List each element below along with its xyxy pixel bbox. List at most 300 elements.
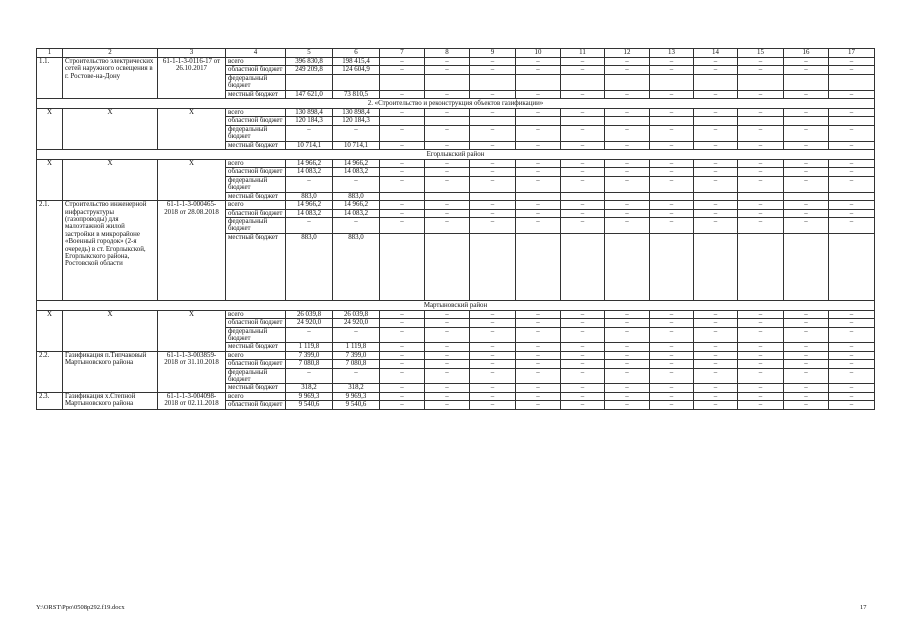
- value-col16: [784, 233, 829, 300]
- value-col8: –: [425, 360, 470, 368]
- value-col11: –: [561, 392, 605, 400]
- column-number-8: 8: [425, 49, 470, 58]
- value-col7: –: [380, 392, 425, 400]
- column-number-16: 16: [784, 49, 829, 58]
- value-col16: –: [784, 90, 829, 98]
- value-col8: –: [425, 217, 470, 233]
- value-col14: –: [694, 360, 738, 368]
- column-number-10: 10: [516, 49, 561, 58]
- value-col8: –: [425, 343, 470, 351]
- funding-source-label: местный бюджет: [226, 192, 286, 200]
- value-col12: [605, 74, 650, 90]
- value-col15: –: [738, 201, 784, 209]
- value-col13: –: [650, 327, 694, 343]
- value-col7: –: [380, 310, 425, 318]
- value-col17: –: [829, 384, 875, 392]
- value-col7: –: [380, 401, 425, 409]
- value-col12: –: [605, 401, 650, 409]
- value-col17: –: [829, 401, 875, 409]
- value-col17: –: [829, 160, 875, 168]
- value-col8: –: [425, 201, 470, 209]
- value-col10: –: [516, 384, 561, 392]
- value-col11: –: [561, 319, 605, 327]
- value-col9: –: [470, 141, 516, 149]
- value-col17: [829, 117, 875, 125]
- value-col9: –: [470, 125, 516, 141]
- value-col7: –: [380, 201, 425, 209]
- value-col6: 9 540,6: [333, 401, 380, 409]
- column-number-5: 5: [286, 49, 333, 58]
- table-row: [37, 160, 875, 168]
- value-col6: 14 083,2: [333, 168, 380, 176]
- value-col11: –: [561, 327, 605, 343]
- item-name: X: [63, 160, 158, 201]
- value-col11: –: [561, 176, 605, 192]
- value-col5: 130 898,4: [286, 109, 333, 117]
- value-col11: –: [561, 201, 605, 209]
- value-col9: –: [470, 360, 516, 368]
- value-col5: 10 714,1: [286, 141, 333, 149]
- value-col17: –: [829, 392, 875, 400]
- value-col11: [561, 233, 605, 300]
- funding-source-label: всего: [226, 201, 286, 209]
- table-row: [37, 351, 875, 359]
- item-name: Газификация п.Типчаковый Мартыновского района: [63, 351, 158, 392]
- value-col15: –: [738, 66, 784, 74]
- value-col8: –: [425, 327, 470, 343]
- value-col14: [694, 74, 738, 90]
- table-row: [37, 201, 875, 209]
- value-col5: 9 540,6: [286, 401, 333, 409]
- value-col7: –: [380, 90, 425, 98]
- value-col7: –: [380, 384, 425, 392]
- value-col12: –: [605, 201, 650, 209]
- value-col7: [380, 117, 425, 125]
- value-col13: –: [650, 217, 694, 233]
- section-heading-row: [37, 300, 875, 310]
- value-col6: 124 604,9: [333, 66, 380, 74]
- value-col13: –: [650, 141, 694, 149]
- value-col8: –: [425, 141, 470, 149]
- value-col14: –: [694, 141, 738, 149]
- value-col5: –: [286, 217, 333, 233]
- value-col5: –: [286, 327, 333, 343]
- funding-source-label: местный бюджет: [226, 90, 286, 98]
- funding-source-label: федеральный бюджет: [226, 125, 286, 141]
- value-col13: –: [650, 392, 694, 400]
- value-col6: 130 898,4: [333, 109, 380, 117]
- value-col6: –: [333, 327, 380, 343]
- value-col9: –: [470, 327, 516, 343]
- value-col16: –: [784, 217, 829, 233]
- value-col8: –: [425, 168, 470, 176]
- footer-file-path: Y:\ORST\Ppo\0508p292.f19.docx: [36, 604, 125, 611]
- value-col12: –: [605, 217, 650, 233]
- value-col6: 10 714,1: [333, 141, 380, 149]
- value-col16: –: [784, 141, 829, 149]
- value-col7: –: [380, 217, 425, 233]
- value-col17: –: [829, 319, 875, 327]
- value-col5: 24 920,0: [286, 319, 333, 327]
- value-col6: 1 119,8: [333, 343, 380, 351]
- value-col11: –: [561, 343, 605, 351]
- value-col16: –: [784, 109, 829, 117]
- value-col16: –: [784, 209, 829, 217]
- value-col12: [605, 233, 650, 300]
- value-col17: –: [829, 209, 875, 217]
- value-col10: –: [516, 310, 561, 318]
- item-name: Газификация х.Степной Мартыновского района: [63, 392, 158, 409]
- value-col14: –: [694, 401, 738, 409]
- value-col6: 14 966,2: [333, 160, 380, 168]
- value-col10: –: [516, 176, 561, 192]
- value-col12: –: [605, 125, 650, 141]
- value-col13: –: [650, 109, 694, 117]
- value-col16: [784, 117, 829, 125]
- value-col13: [650, 117, 694, 125]
- value-col7: [380, 233, 425, 300]
- item-number: 2.2.: [37, 351, 63, 392]
- value-col8: –: [425, 125, 470, 141]
- value-col6: –: [333, 217, 380, 233]
- value-col17: –: [829, 168, 875, 176]
- value-col11: –: [561, 368, 605, 384]
- value-col8: –: [425, 209, 470, 217]
- value-col12: –: [605, 327, 650, 343]
- value-col14: –: [694, 109, 738, 117]
- value-col7: –: [380, 327, 425, 343]
- table-row: [37, 58, 875, 66]
- funding-source-label: федеральный бюджет: [226, 368, 286, 384]
- value-col6: [333, 74, 380, 90]
- value-col5: 26 039,8: [286, 310, 333, 318]
- value-col9: –: [470, 209, 516, 217]
- value-col12: –: [605, 209, 650, 217]
- header-number-row: [37, 49, 875, 58]
- value-col11: –: [561, 209, 605, 217]
- value-col11: –: [561, 66, 605, 74]
- value-col16: –: [784, 401, 829, 409]
- value-col16: –: [784, 384, 829, 392]
- value-col7: –: [380, 176, 425, 192]
- value-col14: –: [694, 392, 738, 400]
- value-col6: –: [333, 176, 380, 192]
- value-col12: –: [605, 66, 650, 74]
- value-col7: –: [380, 66, 425, 74]
- value-col6: 318,2: [333, 384, 380, 392]
- value-col7: –: [380, 58, 425, 66]
- value-col15: –: [738, 141, 784, 149]
- value-col6: 7 399,0: [333, 351, 380, 359]
- value-col15: –: [738, 327, 784, 343]
- column-number-9: 9: [470, 49, 516, 58]
- item-number: X: [37, 160, 63, 201]
- value-col6: 24 920,0: [333, 319, 380, 327]
- value-col8: –: [425, 176, 470, 192]
- value-col10: –: [516, 327, 561, 343]
- value-col17: –: [829, 90, 875, 98]
- value-col10: –: [516, 160, 561, 168]
- value-col6: 883,0: [333, 233, 380, 300]
- item-number: 2.3.: [37, 392, 63, 409]
- value-col5: 9 969,3: [286, 392, 333, 400]
- value-col8: [425, 117, 470, 125]
- value-col14: –: [694, 90, 738, 98]
- value-col17: –: [829, 343, 875, 351]
- value-col10: –: [516, 401, 561, 409]
- value-col13: –: [650, 90, 694, 98]
- item-registry-number: X: [158, 310, 226, 351]
- value-col10: –: [516, 168, 561, 176]
- value-col15: –: [738, 125, 784, 141]
- item-registry-number: X: [158, 160, 226, 201]
- value-col17: –: [829, 125, 875, 141]
- value-col7: –: [380, 125, 425, 141]
- funding-source-label: местный бюджет: [226, 141, 286, 149]
- column-number-15: 15: [738, 49, 784, 58]
- value-col6: 73 810,5: [333, 90, 380, 98]
- value-col10: [516, 192, 561, 200]
- value-col6: –: [333, 125, 380, 141]
- value-col8: –: [425, 401, 470, 409]
- value-col13: –: [650, 401, 694, 409]
- value-col16: –: [784, 168, 829, 176]
- value-col9: [470, 233, 516, 300]
- value-col12: –: [605, 90, 650, 98]
- section-heading: 2. «Строительство и реконструкция объектов газификации»: [37, 99, 875, 109]
- value-col12: –: [605, 392, 650, 400]
- value-col7: –: [380, 368, 425, 384]
- value-col14: –: [694, 217, 738, 233]
- value-col6: 14 083,2: [333, 209, 380, 217]
- value-col10: –: [516, 392, 561, 400]
- value-col5: 396 830,8: [286, 58, 333, 66]
- value-col15: [738, 117, 784, 125]
- value-col9: [470, 74, 516, 90]
- value-col6: 883,0: [333, 192, 380, 200]
- value-col15: –: [738, 351, 784, 359]
- item-name: Строительство электрических сетей наружного освещения в г. Ростове-на-Дону: [63, 58, 158, 99]
- item-registry-number: X: [158, 109, 226, 150]
- section-heading: Мартыновский район: [37, 300, 875, 310]
- value-col14: –: [694, 168, 738, 176]
- value-col16: –: [784, 66, 829, 74]
- value-col11: –: [561, 168, 605, 176]
- value-col17: –: [829, 141, 875, 149]
- value-col14: –: [694, 327, 738, 343]
- value-col8: –: [425, 109, 470, 117]
- value-col17: [829, 74, 875, 90]
- value-col5: 14 966,2: [286, 160, 333, 168]
- value-col15: –: [738, 368, 784, 384]
- item-registry-number: 61-1-1-3-003859-2018 от 31.10.2018: [158, 351, 226, 392]
- value-col7: –: [380, 168, 425, 176]
- value-col15: [738, 74, 784, 90]
- value-col5: 120 184,3: [286, 117, 333, 125]
- budget-table: [36, 48, 875, 410]
- value-col16: [784, 74, 829, 90]
- value-col5: 14 966,2: [286, 201, 333, 209]
- value-col14: [694, 192, 738, 200]
- value-col15: –: [738, 217, 784, 233]
- item-name: Строительство инженерной инфраструктуры (газопроводы) для малоэтажной жилой застройки в микрорайоне «Военный городок» (2-я очередь) в ст. Егорлыкской, Егорлыкского района, Ростовской области: [63, 201, 158, 301]
- value-col13: –: [650, 168, 694, 176]
- value-col12: –: [605, 351, 650, 359]
- value-col8: –: [425, 392, 470, 400]
- value-col11: –: [561, 217, 605, 233]
- value-col13: –: [650, 201, 694, 209]
- value-col11: –: [561, 141, 605, 149]
- value-col10: –: [516, 66, 561, 74]
- value-col5: 318,2: [286, 384, 333, 392]
- funding-source-label: федеральный бюджет: [226, 176, 286, 192]
- value-col7: –: [380, 343, 425, 351]
- value-col11: [561, 192, 605, 200]
- value-col9: –: [470, 66, 516, 74]
- value-col8: –: [425, 160, 470, 168]
- funding-source-label: областной бюджет: [226, 66, 286, 74]
- value-col14: –: [694, 310, 738, 318]
- funding-source-label: местный бюджет: [226, 233, 286, 300]
- value-col12: [605, 117, 650, 125]
- value-col14: –: [694, 209, 738, 217]
- value-col17: –: [829, 109, 875, 117]
- value-col11: –: [561, 351, 605, 359]
- value-col11: –: [561, 384, 605, 392]
- value-col11: [561, 74, 605, 90]
- funding-source-label: областной бюджет: [226, 117, 286, 125]
- value-col15: –: [738, 176, 784, 192]
- column-number-7: 7: [380, 49, 425, 58]
- value-col7: –: [380, 109, 425, 117]
- column-number-2: 2: [63, 49, 158, 58]
- item-registry-number: 61-1-1-3-004098-2018 от 02.11.2018: [158, 392, 226, 409]
- value-col17: –: [829, 176, 875, 192]
- value-col12: –: [605, 360, 650, 368]
- value-col15: –: [738, 392, 784, 400]
- value-col9: –: [470, 168, 516, 176]
- value-col17: –: [829, 360, 875, 368]
- value-col6: 198 415,4: [333, 58, 380, 66]
- value-col9: –: [470, 384, 516, 392]
- value-col16: –: [784, 58, 829, 66]
- funding-source-label: всего: [226, 160, 286, 168]
- value-col8: –: [425, 368, 470, 384]
- value-col16: –: [784, 176, 829, 192]
- value-col17: –: [829, 351, 875, 359]
- value-col9: –: [470, 109, 516, 117]
- value-col9: –: [470, 201, 516, 209]
- column-number-13: 13: [650, 49, 694, 58]
- footer-page-number: 17: [860, 604, 867, 611]
- value-col5: 14 083,2: [286, 168, 333, 176]
- column-number-17: 17: [829, 49, 875, 58]
- value-col9: –: [470, 392, 516, 400]
- value-col13: –: [650, 368, 694, 384]
- value-col8: –: [425, 384, 470, 392]
- value-col10: –: [516, 217, 561, 233]
- value-col10: –: [516, 368, 561, 384]
- value-col10: [516, 233, 561, 300]
- value-col10: [516, 117, 561, 125]
- value-col15: –: [738, 58, 784, 66]
- item-number: X: [37, 109, 63, 150]
- value-col7: –: [380, 209, 425, 217]
- column-number-12: 12: [605, 49, 650, 58]
- value-col10: –: [516, 201, 561, 209]
- value-col6: 120 184,3: [333, 117, 380, 125]
- value-col17: –: [829, 66, 875, 74]
- value-col9: [470, 117, 516, 125]
- value-col11: –: [561, 109, 605, 117]
- value-col9: –: [470, 176, 516, 192]
- value-col11: –: [561, 401, 605, 409]
- value-col12: –: [605, 319, 650, 327]
- value-col12: –: [605, 176, 650, 192]
- value-col17: –: [829, 327, 875, 343]
- column-number-11: 11: [561, 49, 605, 58]
- value-col15: –: [738, 109, 784, 117]
- value-col11: –: [561, 360, 605, 368]
- value-col15: [738, 233, 784, 300]
- value-col6: –: [333, 368, 380, 384]
- funding-source-label: областной бюджет: [226, 401, 286, 409]
- value-col13: [650, 74, 694, 90]
- value-col15: –: [738, 160, 784, 168]
- funding-source-label: областной бюджет: [226, 168, 286, 176]
- table-row: [37, 310, 875, 318]
- value-col7: –: [380, 360, 425, 368]
- value-col7: –: [380, 319, 425, 327]
- value-col5: 7 399,0: [286, 351, 333, 359]
- value-col9: –: [470, 90, 516, 98]
- funding-source-label: всего: [226, 109, 286, 117]
- value-col17: –: [829, 368, 875, 384]
- item-name: X: [63, 310, 158, 351]
- value-col10: [516, 74, 561, 90]
- value-col6: 9 969,3: [333, 392, 380, 400]
- value-col10: –: [516, 209, 561, 217]
- item-number: 2.1.: [37, 201, 63, 301]
- column-number-14: 14: [694, 49, 738, 58]
- funding-source-label: федеральный бюджет: [226, 217, 286, 233]
- value-col11: [561, 117, 605, 125]
- value-col15: –: [738, 90, 784, 98]
- value-col15: –: [738, 401, 784, 409]
- value-col13: [650, 192, 694, 200]
- value-col9: –: [470, 310, 516, 318]
- value-col14: –: [694, 368, 738, 384]
- value-col14: –: [694, 201, 738, 209]
- funding-source-label: всего: [226, 392, 286, 400]
- value-col6: 14 966,2: [333, 201, 380, 209]
- value-col8: [425, 192, 470, 200]
- value-col13: –: [650, 384, 694, 392]
- value-col14: –: [694, 343, 738, 351]
- value-col15: –: [738, 319, 784, 327]
- item-name: X: [63, 109, 158, 150]
- value-col16: –: [784, 360, 829, 368]
- value-col10: –: [516, 141, 561, 149]
- value-col11: –: [561, 125, 605, 141]
- value-col15: [738, 192, 784, 200]
- value-col12: [605, 192, 650, 200]
- item-number: X: [37, 310, 63, 351]
- value-col8: –: [425, 66, 470, 74]
- value-col10: –: [516, 319, 561, 327]
- funding-source-label: всего: [226, 58, 286, 66]
- value-col13: –: [650, 176, 694, 192]
